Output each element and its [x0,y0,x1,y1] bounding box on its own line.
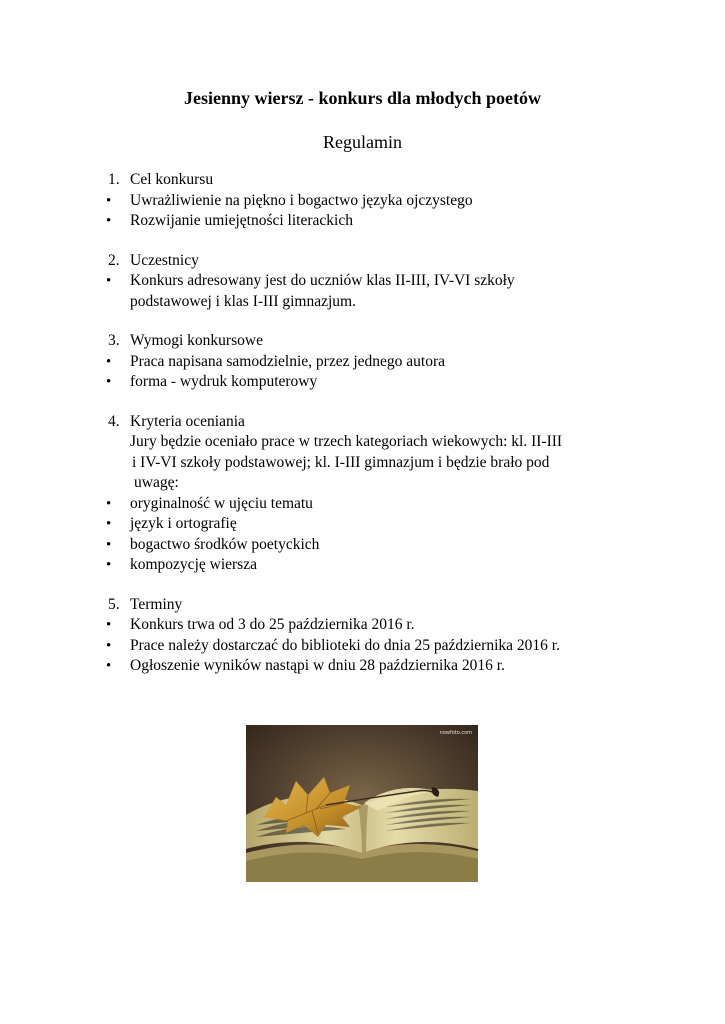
list-item [100,615,640,636]
bullet-icon: • [106,495,112,512]
bullet-icon: • [106,374,112,390]
list-item [100,494,640,515]
bullet-icon: • [106,516,112,532]
paragraph-line: uwagę: [134,474,179,491]
book-leaf-photo [246,725,478,882]
page-title: Jesienny wiersz - konkurs dla młodych poetów [183,88,542,108]
section-requirements [100,331,640,393]
list-item-text: Uwrażliwienie na piękno i bogactwo języka ojczystego [130,191,473,209]
list-item [100,271,640,312]
list-item [100,656,640,677]
section-heading [100,595,640,616]
section-heading-text: Wymogi konkursowe [130,332,263,349]
list-item-text: forma - wydruk komputerowy [130,373,318,390]
list-item-text: oryginalność w ujęciu tematu [130,494,313,512]
section-number: 1. [108,171,120,188]
section-heading [100,412,640,433]
section-number: 4. [108,412,120,430]
bullet-icon: • [106,658,112,674]
section-participants [100,251,640,313]
section-number: 3. [108,332,120,349]
list-item [100,191,640,212]
section-criteria [100,412,640,576]
section-heading-text: Terminy [130,595,183,613]
section-heading [100,331,640,352]
section-number: 5. [108,595,120,613]
list-item-text: Praca napisana samodzielnie, przez jednego autora [130,352,446,370]
section-number: 2. [108,251,120,269]
bullet-icon: • [106,213,112,229]
section-heading [100,251,640,272]
list-item-text: język i ortografię [130,515,237,532]
list-item [100,636,640,657]
list-item [100,211,640,232]
paragraph-line: Jury będzie oceniało prace w trzech kategoriach wiekowych: kl. II-III [130,433,563,450]
list-item [100,514,640,535]
bullet-icon: • [106,273,112,289]
criteria-paragraph [100,432,640,494]
section-heading-text: Kryteria oceniania [130,412,245,430]
bullet-icon: • [106,536,112,553]
regulations-content [100,170,640,696]
list-item-text: kompozycję wiersza [130,556,257,573]
bullet-icon: • [106,557,112,573]
paragraph-line: i IV-VI szkoły podstawowej; kl. I-III gimnazjum i będzie brało pod [132,453,550,471]
bullet-icon: • [106,637,112,654]
watermark-text: nowfoto.com [439,730,472,736]
list-item [100,535,640,556]
list-item-text-line: podstawowej i klas I-III gimnazjum. [130,292,356,310]
section-heading-text: Cel konkursu [130,171,214,188]
section-deadlines [100,595,640,677]
list-item-text: Prace należy dostarczać do biblioteki do dnia 25 października 2016 r. [130,636,560,654]
section-heading-text: Uczestnicy [130,251,199,269]
section-heading [100,170,640,191]
bullet-icon: • [106,617,112,633]
bullet-icon: • [106,192,112,209]
list-item [100,372,640,393]
list-item-text: Rozwijanie umiejętności literackich [130,212,353,229]
list-item [100,352,640,373]
list-item [100,555,640,576]
list-item-text: Ogłoszenie wyników nastąpi w dniu 28 października 2016 r. [130,657,505,674]
list-item-text: Konkurs trwa od 3 do 25 października 2016 r. [130,616,415,633]
list-item-text-line: Konkurs adresowany jest do uczniów klas II-III, IV-VI szkoły [130,272,515,289]
list-item-text: bogactwo środków poetyckich [130,535,320,553]
bullet-icon: • [106,353,112,370]
open-book-icon [246,725,478,882]
section-goal [100,170,640,232]
page-subtitle: Regulamin [323,132,402,152]
